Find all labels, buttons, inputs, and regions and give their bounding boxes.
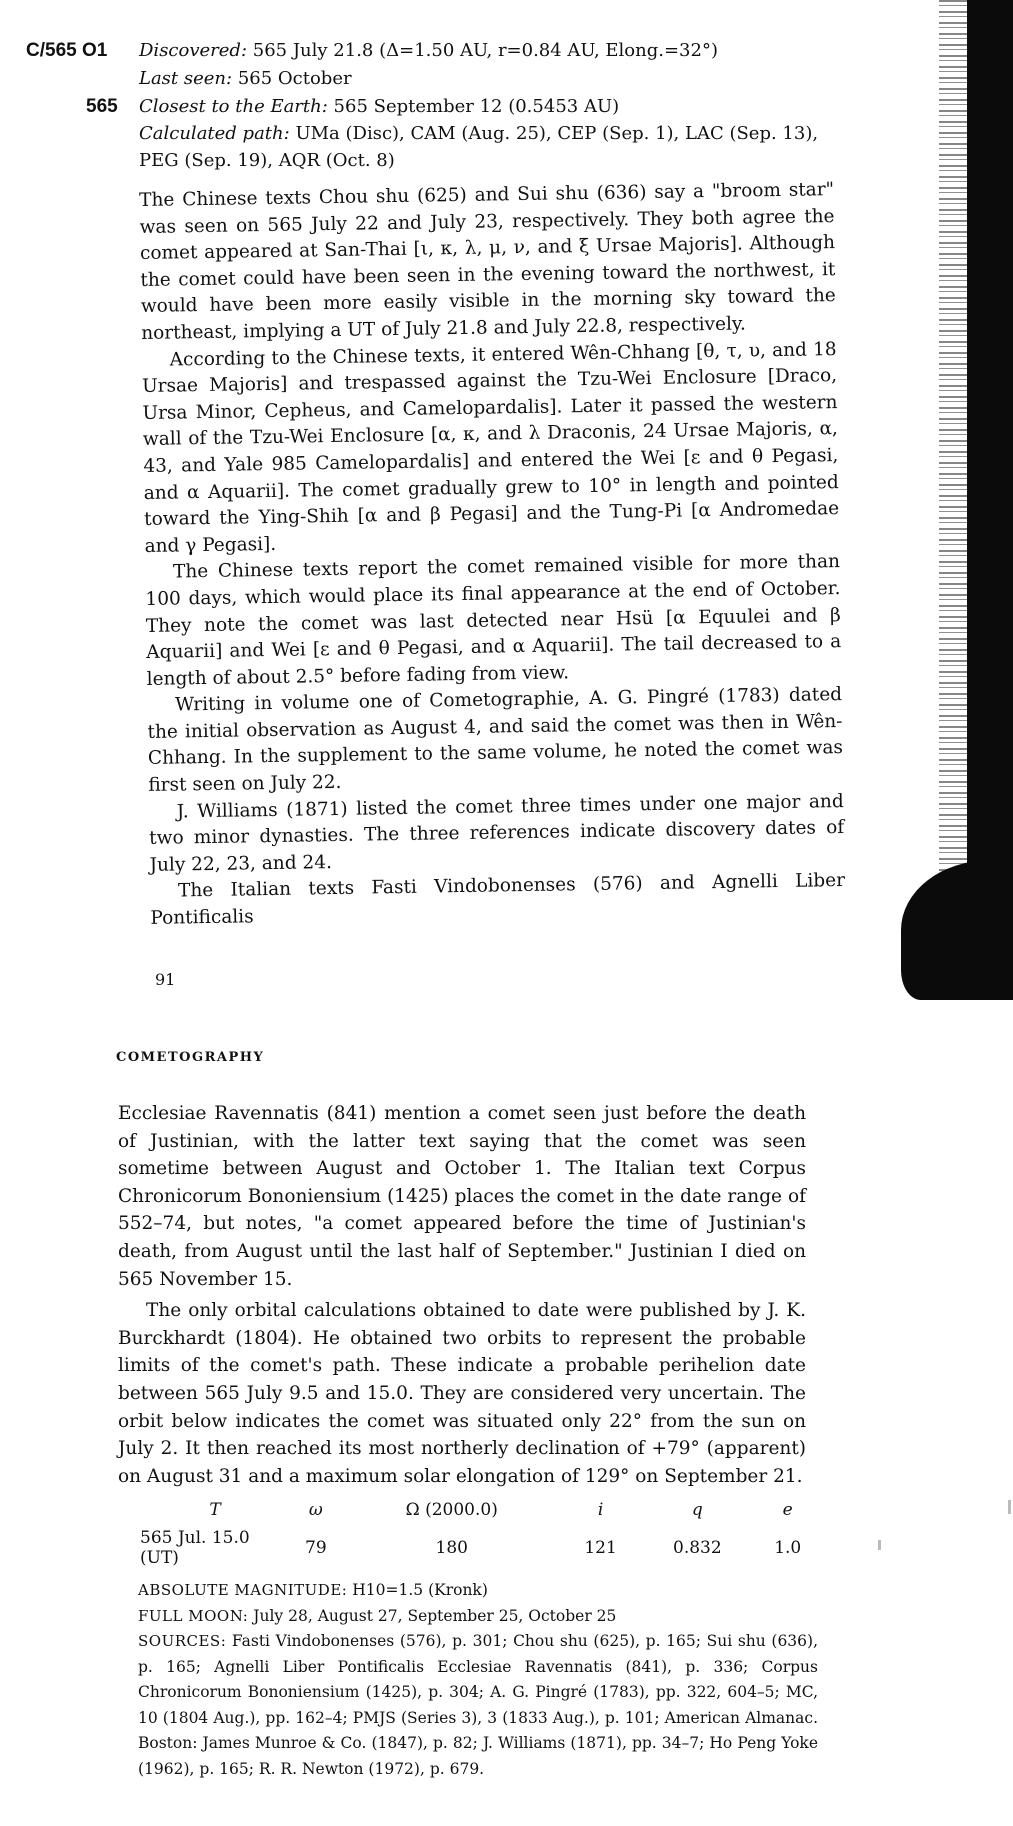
col-perihelion-distance: q xyxy=(691,1500,703,1520)
full-moon-value: July 28, August 27, September 25, October 25 xyxy=(253,1606,617,1625)
discovered-label: Discovered: xyxy=(139,40,248,61)
entry-notes xyxy=(138,1578,818,1782)
page-body-top xyxy=(139,177,846,932)
paragraph: The Chinese texts Chou shu (625) and Sui shu (636) say a "broom star" was seen on 565 July 22 and July 23, respectively. They both agree the comet appeared at San-Thai [ι, κ, λ, μ, ν, and ξ Ursae Majoris]. Although the comet could have been seen in the evening toward the northwest, it would have been more easily visible in the morning sky toward the northeast, implying a UT of July 21.8 and July 22.8, respectively. xyxy=(139,179,836,344)
paragraph: The Chinese texts report the comet remained visible for more than 100 days, which would place its final appearance at the end of October. They note the comet was last detected near Hsü [α Equulei and β Aquarii] and Wei [ε and θ Pegasi, and α Aquarii]. The tail decreased to a length of about 2.5° before fading from view. xyxy=(145,551,842,690)
abs-mag-label: ABSOLUTE MAGNITUDE: xyxy=(138,1581,348,1599)
cell: 0.832 xyxy=(673,1538,722,1558)
last-seen-label: Last seen: xyxy=(139,68,233,89)
path-line xyxy=(139,123,818,144)
col-perihelion-time: T xyxy=(209,1500,221,1520)
table-row xyxy=(140,1524,820,1572)
last-seen-line xyxy=(139,68,352,89)
sources-label: SOURCES: xyxy=(138,1632,227,1650)
closest-line xyxy=(139,96,619,117)
table-header-row xyxy=(140,1496,820,1524)
col-eccentricity: e xyxy=(782,1500,793,1520)
orbital-elements-table xyxy=(140,1496,820,1572)
abs-mag-value: H10=1.5 (Kronk) xyxy=(352,1581,488,1599)
cell: 121 xyxy=(584,1538,617,1558)
path-line-2 xyxy=(139,150,395,171)
last-seen-value: 565 October xyxy=(237,68,352,89)
cell: 79 xyxy=(305,1538,327,1558)
path-value: UMa (Disc), CAM (Aug. 25), CEP (Sep. 1), LAC (Sep. 13), xyxy=(295,123,819,144)
page-number: 91 xyxy=(155,970,176,989)
discovered-value: 565 July 21.8 (Δ=1.50 AU, r=0.84 AU, Elong.=32°) xyxy=(252,40,718,61)
full-moon-label: FULL MOON: xyxy=(138,1606,249,1625)
path-value-2: PEG (Sep. 19), AQR (Oct. 8) xyxy=(139,150,395,171)
col-argument-perihelion: ω xyxy=(308,1500,323,1520)
scan-speck xyxy=(878,1540,881,1550)
sources-value: Fasti Vindobonenses (576), p. 301; Chou shu (625), p. 165; Sui shu (636), p. 165; Agnelli Liber Pontificalis Ecclesiae Ravennatis (841), p. 336; Corpus Chronicorum Bononiensium (1425), p. 304; A. G. Pingré (1783), pp. 322, 604–5; MC, 10 (1804 Aug.), pp. 162–4; PMJS (Series 3), 3 (1833 Aug.), p. 101; American Almanac. Boston: James Munroe & Co. (1847), p. 82; J. Williams (1871), pp. 34–7; Ho Peng Yoke (1962), p. 165; R. R. Newton (1972), p. 679. xyxy=(138,1632,818,1778)
path-label: Calculated path: xyxy=(139,123,290,144)
sources-note xyxy=(138,1629,818,1782)
paragraph: The Italian texts Fasti Vindobonenses (576) and Agnelli Liber Pontificalis xyxy=(150,870,846,929)
paragraph: According to the Chinese texts, it entered Wên-Chhang [θ, τ, υ, and 18 Ursae Majoris] and trespassed against the Tzu-Wei Enclosure [Draco, Ursa Minor, Cepheus, and Camelopardalis]. Later it passed the western wall of the Tzu-Wei Enclosure [α, κ, and λ Draconis, 24 Ursae Majoris, α, 43, and Yale 985 Camelopardalis] and entered the Wei [ε and θ Pegasi, and α Aquarii]. The comet gradually grew to 10° in length and pointed toward the Ying-Shih [α and β Pegasi] and the Tung-Pi [α Andromedae and γ Pegasi]. xyxy=(141,338,840,557)
scan-binding-edge xyxy=(967,0,1013,1000)
paragraph: Writing in volume one of Cometographie, A. G. Pingré (1783) dated the initial observation as August 4, and said the comet was then in Wên-Chhang. In the supplement to the same volume, he noted the comet was first seen on July 22. xyxy=(147,684,844,796)
cell: 565 Jul. 15.0 (UT) xyxy=(140,1528,250,1568)
scan-edge-shadow xyxy=(901,860,1013,1000)
comet-year: 565 xyxy=(86,96,118,117)
closest-label: Closest to the Earth: xyxy=(139,96,328,117)
scan-edge-fringe xyxy=(939,0,967,1000)
cell: 180 xyxy=(435,1538,468,1558)
scan-speck xyxy=(1008,1500,1011,1514)
col-ascending-node: Ω (2000.0) xyxy=(405,1500,498,1520)
discovered-line xyxy=(139,40,718,61)
paragraph: The only orbital calculations obtained to date were published by J. K. Burckhardt (1804). He obtained two orbits to represent the probable limits of the comet's path. These indicate a probable perihelion date between 565 July 9.5 and 15.0. They are considered very uncertain. The orbit below indicates the comet was situated only 22° from the sun on July 2. It then reached its most northerly declination of +79° (apparent) on August 31 and a maximum solar elongation of 129° on September 21. xyxy=(118,1300,806,1487)
comet-designation: C/565 O1 xyxy=(26,40,108,61)
paragraph: J. Williams (1871) listed the comet three times under one major and two minor dynasties. The three references indicate discovery dates of July 22, 23, and 24. xyxy=(149,790,845,876)
running-head: COMETOGRAPHY xyxy=(116,1050,265,1065)
paragraph: Ecclesiae Ravennatis (841) mention a comet seen just before the death of Justinian, with the latter text saying that the comet was seen sometime between August and October 1. The Italian text Corpus Chronicorum Bononiensium (1425) places the comet in the date range of 552–74, but notes, "a comet appeared before the time of Justinian's death, from August until the last half of September." Justinian I died on 565 November 15. xyxy=(118,1103,806,1290)
cell: 1.0 xyxy=(774,1538,802,1558)
closest-value: 565 September 12 (0.5453 AU) xyxy=(333,96,620,117)
page-body-bottom xyxy=(118,1100,806,1490)
absolute-magnitude-note xyxy=(138,1578,818,1604)
full-moon-note xyxy=(138,1604,818,1630)
col-inclination: i xyxy=(597,1500,604,1520)
